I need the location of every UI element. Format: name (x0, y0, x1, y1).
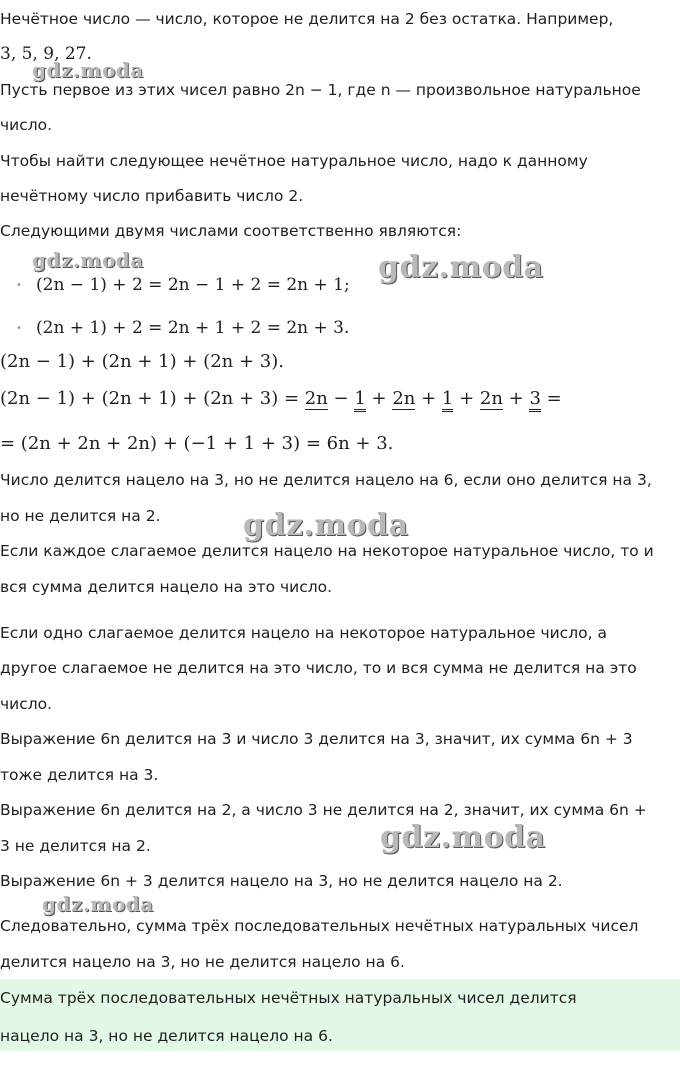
answer-line: нацело на 3, но не делится нацело на 6. (0, 1027, 333, 1045)
text-line: Пусть первое из этих чисел равно 2n − 1, где n — произвольное натуральное (0, 81, 641, 99)
math-segment: − (327, 388, 355, 409)
watermark-logo: gdz.moda (32, 58, 144, 82)
text-line: но не делится на 2. (0, 507, 161, 525)
text-line: вся сумма делится нацело на это число. (0, 578, 333, 596)
text-line: делится нацело на 3, но не делится нацело на 6. (0, 953, 405, 971)
text-line: Чтобы найти следующее нечётное натуральное число, надо к данному (0, 152, 588, 170)
double-underlined-term: 1 (354, 388, 365, 412)
watermark-logo: gdz.moda (32, 248, 144, 272)
text-line: Число делится нацело на 3, но не делится нацело на 6, если оно делится на 3, (0, 471, 652, 489)
watermark-logo: gdz.moda (380, 820, 546, 855)
text-line: Выражение 6n делится на 2, а число 3 не делится на 2, значит, их сумма 6n + (0, 801, 647, 819)
text-line: 3 не делится на 2. (0, 837, 151, 855)
underlined-term: 2n (479, 388, 503, 409)
text-line: Выражение 6n делится на 3 и число 3 делится на 3, значит, их сумма 6n + 3 (0, 730, 633, 748)
text-line: тоже делится на 3. (0, 766, 159, 784)
text-line: число. (0, 695, 53, 713)
math-bullet-line: (2n + 1) + 2 = 2n + 1 + 2 = 2n + 3. (36, 318, 350, 338)
text-line: Выражение 6n + 3 делится нацело на 3, но не делится нацело на 2. (0, 872, 563, 890)
math-segment: + (453, 388, 480, 409)
bullet-marker: • (16, 323, 22, 334)
math-line-underlined (0, 389, 562, 409)
bullet-marker: • (16, 280, 22, 291)
math-segment: (2n − 1) + (2n + 1) + (2n + 3) = (0, 388, 305, 409)
watermark-logo: gdz.moda (243, 508, 409, 543)
watermark-logo: gdz.moda (42, 892, 154, 916)
answer-line: Сумма трёх последовательных нечётных натуральных чисел делится (0, 989, 577, 1007)
underlined-term: 2n (304, 388, 328, 409)
math-line: = (2n + 2n + 2n) + (−1 + 1 + 3) = 6n + 3. (0, 433, 394, 454)
text-line: число. (0, 116, 53, 134)
text-line: Следующими двумя числами соответственно являются: (0, 222, 462, 240)
underlined-term: 2n (392, 388, 416, 409)
math-segment: + (365, 388, 393, 409)
text-line: Нечётное число — число, которое не делится на 2 без остатка. Например, (0, 10, 614, 28)
text-line: Следовательно, сумма трёх последовательных нечётных натуральных чисел (0, 917, 639, 935)
double-underlined-term: 3 (529, 388, 540, 412)
text-line: нечётному число прибавить число 2. (0, 187, 304, 205)
math-example-numbers: 3, 5, 9, 27. (0, 44, 92, 64)
math-line: (2n − 1) + (2n + 1) + (2n + 3). (0, 351, 284, 372)
text-line: Если каждое слагаемое делится нацело на некоторое натуральное число, то и (0, 542, 654, 560)
text-line: Если одно слагаемое делится нацело на некоторое натуральное число, а (0, 624, 607, 642)
double-underlined-term: 1 (442, 388, 453, 412)
math-segment: + (415, 388, 442, 409)
text-line: другое слагаемое не делится на это число, то и вся сумма не делится на это (0, 659, 637, 677)
watermark-logo: gdz.moda (378, 250, 544, 285)
math-bullet-line: (2n − 1) + 2 = 2n − 1 + 2 = 2n + 1; (36, 275, 350, 295)
math-segment: = (540, 388, 562, 409)
math-segment: + (502, 388, 530, 409)
